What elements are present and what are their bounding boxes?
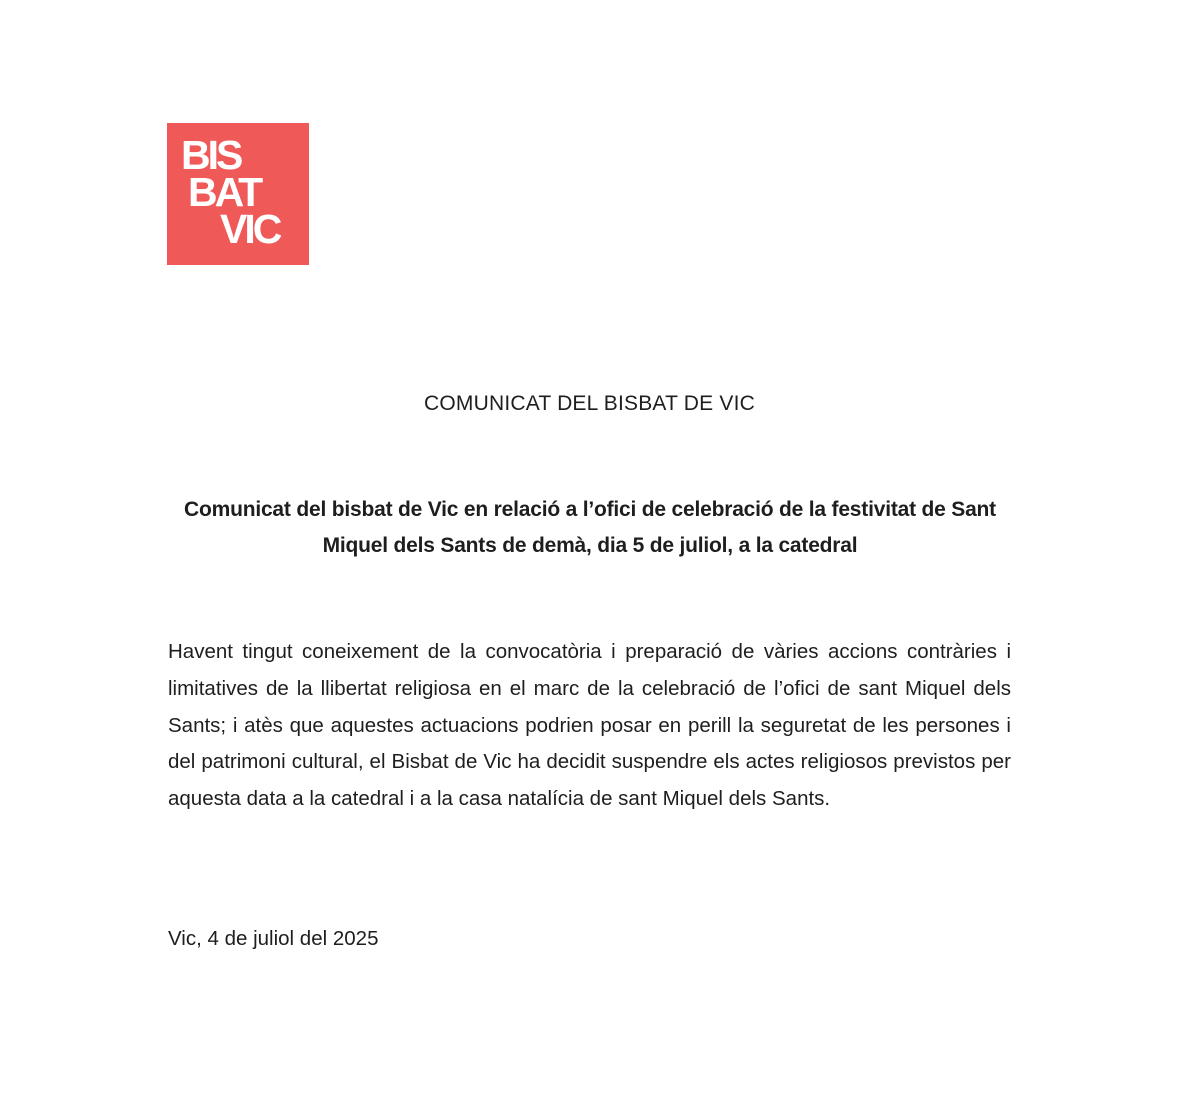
bisbat-vic-logo	[167, 123, 309, 265]
logo-text-line-2: BAT	[188, 169, 261, 215]
document-subtitle: Comunicat del bisbat de Vic en relació a l’ofici de celebració de la festivitat de Sant Miquel dels Sants de demà, dia 5 de juliol, a la catedral	[184, 498, 996, 557]
logo-text-line-3: VIC	[220, 206, 280, 252]
logo-text-line-1: BIS	[181, 132, 241, 178]
document-body: Havent tingut coneixement de la convocatòria i preparació de vàries accions contràries i limitatives de la llibertat religiosa en el marc de la celebració de l’ofici de sant Miquel dels Sants; i atès que aquestes actuacions podrien posar en perill la seguretat de les persones i del patrimoni cultural, el Bisbat de Vic ha decidit suspendre els actes religiosos previstos per aquesta data a la catedral i a la casa natalícia de sant Miquel dels Sants.	[168, 640, 1011, 811]
document-heading: COMUNICAT DEL BISBAT DE VIC	[424, 392, 755, 415]
place-and-date: Vic, 4 de juliol del 2025	[168, 927, 379, 950]
